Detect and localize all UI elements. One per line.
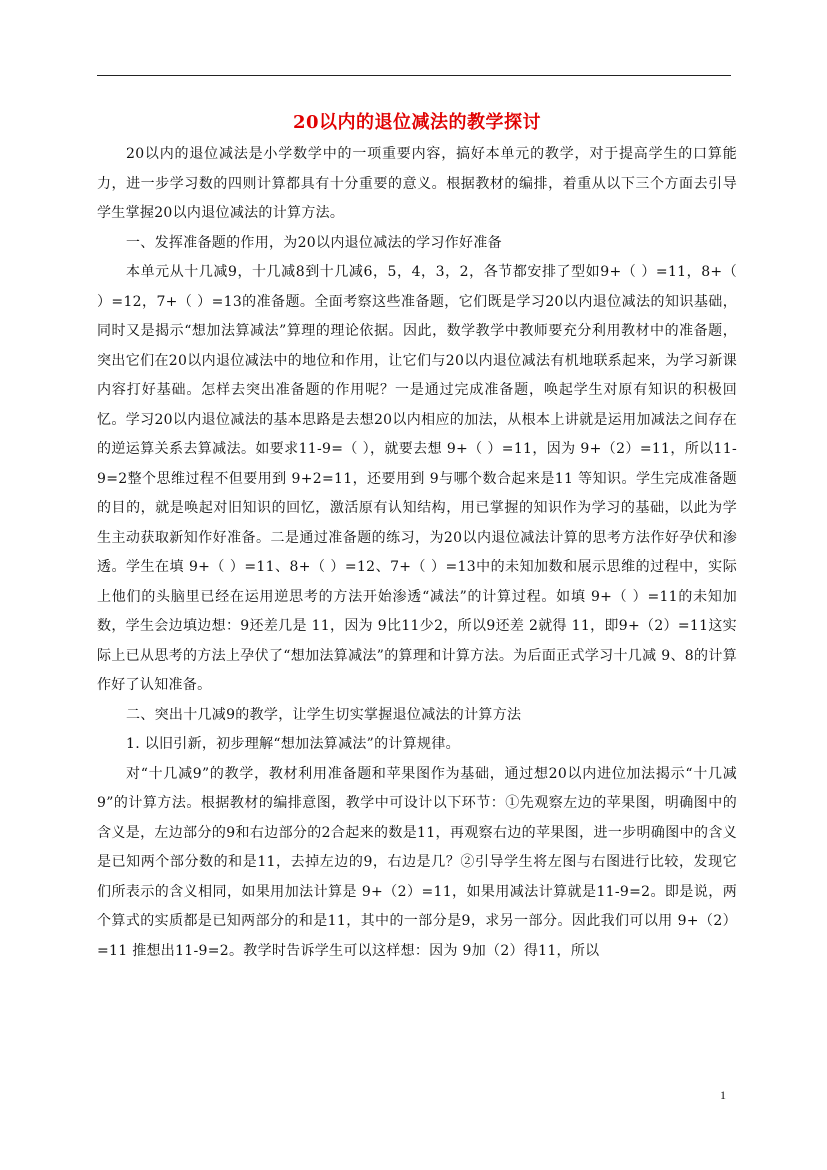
section-heading-1: 一、发挥准备题的作用，为20以内退位减法的学习作好准备 [126,234,502,251]
paragraph-subsection-1: 对“十几减9”的教学，教材利用准备题和苹果图作为基础，通过想20以内进位加法揭示“十几减9”的计算方法。根据教材的编排意图，教学中可设计以下环节：①先观察左边的苹果图，明确图中的含义是，左边部分的9和右边部分的2合起来的数是11，再观察右边的苹果图，进一步明确图中的含义是已知两个部分数的和是11，去掉左边的9，右边是几？②引导学生将左图与右图进行比较，发现它们所表示的含义相同，如果用加法计算是 9+（2）=11，如果用减法计算就是11-9=2。即是说，两个算式的实质都是已知两部分的和是11，其中的一部分是9，求另一部分。因此我们可以用 9+（2）=11 推想出11-9=2。教学时告诉学生可以这样想：因为 9加（2）得11，所以 [97,765,737,959]
paragraph-intro: 20以内的退位减法是小学数学中的一项重要内容，搞好本单元的教学，对于提高学生的口算能力，进一步学习数的四则计算都具有十分重要的意义。根据教材的编排，着重从以下三个方面去引导学生掌握20以内退位减法的计算方法。 [97,146,737,221]
header-rule [97,75,731,76]
document-body [97,110,737,966]
page-number: 1 [720,1088,726,1102]
section-heading-2: 二、突出十几减9的教学，让学生切实掌握退位减法的计算方法 [126,706,522,723]
document-title: 20以内的退位减法的教学探讨 [292,112,542,133]
subsection-heading-1: 1. 以旧引新，初步理解“想加法算减法”的计算规律。 [126,736,460,752]
paragraph-section-1: 本单元从十几减9，十几减8到十几减6，5，4，3，2，各节都安排了型如9+（ ）=11，8+（ ）=12，7+（ ）=13的准备题。全面考察这些准备题，它们既是学习20以内退位减法的知识基础，同时又是揭示“想加法算减法”算理的理论依据。因此，数学教学中教师要充分利用教材中的准备题，突出它们在20以内退位减法中的地位和作用，让它们与20以内退位减法有机地联系起来，为学习新课内容打好基础。怎样去突出准备题的作用呢？一是通过完成准备题，唤起学生对原有知识的积极回忆。学习20以内退位减法的基本思路是去想20以内相应的加法，从根本上讲就是运用加减法之间存在的逆运算关系去算减法。如要求11-9=（ ），就要去想 9+（ ）=11，因为 9+（2）=11，所以11-9=2整个思维过程不但要用到 9+2=11，还要用到 9与哪个数合起来是11 等知识。学生完成准备题的目的，就是唤起对旧知识的回忆，激活原有认知结构，用已掌握的知识作为学习的基础，以此为学生主动获取新知作好准备。二是通过准备题的练习，为20以内退位减法计算的思考方法作好孕伏和渗透。学生在填 9+（ ）=11、8+（ ）=12、7+（ ）=13中的未知加数和展示思维的过程中，实际上他们的头脑里已经在运用逆思考的方法开始渗透“减法”的计算过程。如填 9+（ ）=11的未知加数，学生会边填边想：9还差几是 11，因为 9比11少2，所以9还差 2就得 11，即9+（2）=11这实际上已从思考的方法上孕伏了“想加法算减法”的算理和计算方法。为后面正式学习十几减 9、8的计算作好了认知准备。 [97,264,737,693]
